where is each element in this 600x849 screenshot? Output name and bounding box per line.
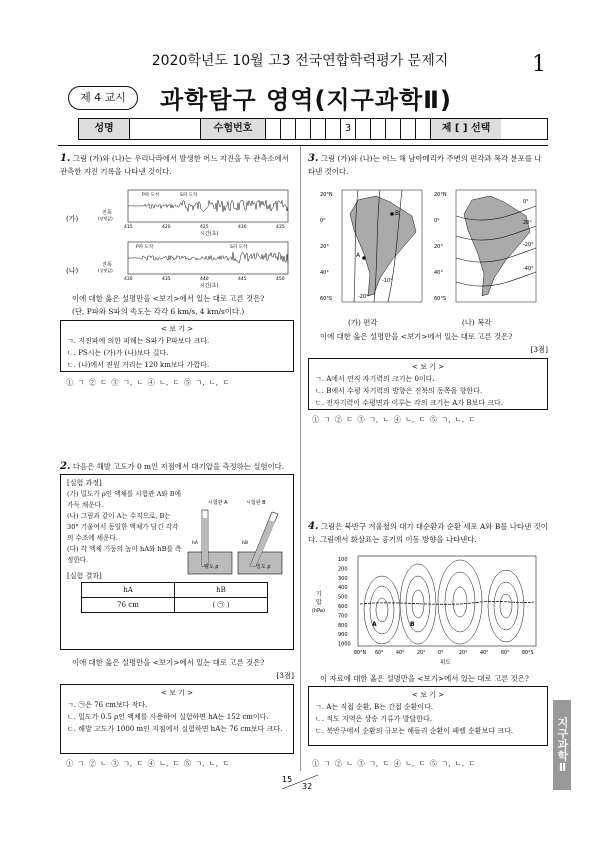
exam-no-box[interactable] <box>281 119 296 139</box>
student-id-bar <box>78 118 548 140</box>
q1-tick-label: 435 <box>276 225 285 230</box>
q1-prompt-text: 이에 대한 옳은 설명만을 <보기>에서 있는 대로 고른 것은? <box>72 294 265 303</box>
q3-lat-label: 20° <box>320 244 329 250</box>
q1-s-arrival-ga: S파 도착 <box>180 193 198 198</box>
q3-bogi-box <box>308 358 548 410</box>
q2-tube-diagram <box>180 494 290 584</box>
q4-bogi-title: < 보 기 > <box>412 691 444 699</box>
exam-title: 2020학년도 10월 고3 전국연합학력평가 문제지 <box>151 53 449 69</box>
q2-proc-title: [실험 과정] <box>67 479 102 487</box>
q3-stem <box>308 152 548 178</box>
q1-axis-y1b: 진폭 <box>102 262 112 268</box>
q4-xtick-label: 80°N <box>354 651 367 656</box>
exam-no-box[interactable] <box>356 119 371 139</box>
q3-prompt <box>320 330 548 356</box>
exam-no-box[interactable] <box>296 119 311 139</box>
q3-contour-label-b: -20° <box>523 242 534 248</box>
q3-lat-label: 20° <box>434 244 443 250</box>
choice-label: 제 [ ] 선택 <box>431 119 501 139</box>
q4-ylabel-unit: (hPa) <box>312 608 325 614</box>
q1-bogi-box <box>60 320 294 372</box>
q3-contour-label-a: -20° <box>358 294 369 300</box>
column-divider <box>300 146 301 771</box>
q3-bogi-item: ㄴ. B에서 수평 자기력의 방향은 진북의 동쪽을 향한다. <box>315 387 483 395</box>
q3-lat-labels-a <box>320 192 333 302</box>
q4-choices[interactable]: ① ㄱ ② ㄴ ③ ㄱ, ㄷ ④ ㄴ, ㄷ ⑤ ㄱ, ㄴ, ㄷ <box>312 759 476 768</box>
q2-stem <box>60 460 294 473</box>
exam-no-box[interactable] <box>386 119 401 139</box>
q2-density-a: 밀도 ρ <box>204 564 219 570</box>
q3-lat-label: 60°S <box>320 296 333 302</box>
q1-axis-x-na: 시간(초) <box>200 283 219 289</box>
q4-ytick-label: 600 <box>338 604 348 610</box>
q4-ytick-label: 300 <box>338 575 348 582</box>
q1-axis-y1: 진폭 <box>102 210 112 216</box>
page-footer-current: 15 <box>282 775 293 784</box>
q2-prompt-text: 이에 대한 옳은 설명만을 <보기>에서 있는 대로 고른 것은? <box>72 658 265 667</box>
q1-number: 1. <box>60 153 71 164</box>
q2-basin-a <box>188 552 232 574</box>
q1-ticks-na <box>124 276 285 282</box>
exam-no-box[interactable] <box>371 119 386 139</box>
exam-no-box[interactable] <box>311 119 326 139</box>
q3-lat-label: 40° <box>320 270 329 276</box>
q1-choices[interactable]: ① ㄱ ② ㄷ ③ ㄱ, ㄴ ④ ㄴ, ㄷ ⑤ ㄱ, ㄴ, ㄷ <box>66 378 230 387</box>
page-footer <box>280 773 320 789</box>
q1-trace-na <box>128 252 288 264</box>
q2-val-a: 76 cm <box>82 598 175 613</box>
q4-bogi-item: ㄷ. 북반구에서 순환의 규모는 해들리 순환이 페렐 순환보다 크다. <box>315 727 514 735</box>
q1-axis-y2b: (상댓값) <box>98 268 113 273</box>
exam-no-label: 수험번호 <box>201 119 266 139</box>
q2-choices[interactable]: ① ㄱ ② ㄴ ③ ㄱ, ㄷ ④ ㄴ, ㄷ ⑤ ㄱ, ㄴ, ㄷ <box>66 759 230 768</box>
q2-liquid-a <box>202 518 208 566</box>
q4-xtick-label: 80°S <box>522 651 534 656</box>
q4-bogi-item: ㄱ. A는 직접 순환, B는 간접 순환이다. <box>315 703 434 711</box>
q3-prompt-text: 이에 대한 옳은 설명만을 <보기>에서 있는 대로 고른 것은? <box>320 332 513 341</box>
page-number: 1 <box>532 52 546 77</box>
q3-bogi-item: ㄱ. A에서 연직 자기력의 크기는 0이다. <box>315 375 435 383</box>
q2-ha-label: hA <box>192 541 198 546</box>
q4-xtick-label: 60° <box>501 651 510 656</box>
q4-stem <box>308 520 548 546</box>
q4-bogi-item: ㄴ. 적도 지역은 상승 기류가 발달한다. <box>315 715 433 723</box>
q1-p-arrival-na: P파 도착 <box>136 245 154 250</box>
q2-col-a: hA <box>82 583 175 598</box>
q4-ytick-label: 100 <box>338 557 348 563</box>
q3-lat-label: 0° <box>320 218 326 224</box>
q4-xtick-label: 20° <box>417 651 426 656</box>
q4-ylabel: 기 <box>316 591 322 598</box>
q3-captions <box>340 316 540 329</box>
q1-stem <box>60 152 294 178</box>
name-label: 성명 <box>79 119 130 139</box>
q1-tick-label: 430 <box>124 277 133 282</box>
subject-title: 과학탐구 영역(지구과학Ⅱ) <box>160 86 452 114</box>
name-field[interactable] <box>130 119 201 139</box>
q4-xtick-label: 40° <box>480 651 489 656</box>
q3-lat-label: 60°S <box>434 296 447 302</box>
q3-maps <box>318 186 542 314</box>
exam-no-box[interactable] <box>266 119 281 139</box>
q4-xtick-label: 20° <box>459 651 468 656</box>
q2-text: 다음은 해발 고도가 0 m인 지점에서 대기압을 측정하는 실험이다. <box>72 462 285 471</box>
q4-ytick-label: 700 <box>338 613 348 620</box>
q2-bogi-item: ㄱ. ㉠은 76 cm보다 작다. <box>67 701 148 709</box>
q1-tick-label: 430 <box>238 225 247 230</box>
q3-bogi-title: < 보 기 > <box>412 363 444 371</box>
q4-bogi-box <box>308 686 548 746</box>
q1-tick-label: 415 <box>124 225 133 230</box>
q1-p-arrival-ga: P파 도착 <box>142 193 160 198</box>
q3-text: 그림 (가)와 (나)는 어느 해 남아메리카 주변의 편각과 복각 분포를 나타낸 것이다. <box>308 154 542 176</box>
q1-ticks-ga <box>124 224 285 230</box>
q3-number: 3. <box>308 153 319 164</box>
header-divider <box>58 145 548 146</box>
q1-tick-label: 445 <box>238 277 247 282</box>
q4-prompt: 이 자료에 대한 옳은 설명만을 <보기>에서 있는 대로 고른 것은? <box>320 674 529 683</box>
q3-point-b-dot <box>390 212 394 216</box>
q3-caption-b: (나) 복각 <box>461 318 492 327</box>
q4-ytick-label: 400 <box>338 585 348 592</box>
q1-bogi-item: ㄱ. 지진파에 의한 피해는 S파가 P파보다 크다. <box>67 337 210 345</box>
q4-ytick-label: 800 <box>338 622 348 629</box>
q4-xtick-label: 60° <box>375 651 384 656</box>
page-footer-total: 32 <box>302 782 313 789</box>
q3-point-a: A <box>356 252 361 259</box>
q1-trace-ga <box>128 200 288 212</box>
q3-contour-label-b: 0° <box>523 199 529 205</box>
q2-step: (나) 그림과 같이 A는 수직으로, B는 30° 기울여서 동일한 액체가 담긴 각각의 수조에 세운다. <box>67 512 179 542</box>
q3-point-a-dot <box>362 256 366 260</box>
q2-bogi-item: ㄷ. 해발 고도가 1000 m인 지점에서 실험하면 hA는 76 cm보다 크다. <box>67 725 283 733</box>
q2-result-table <box>81 582 268 613</box>
q3-lat-labels-b <box>434 192 447 302</box>
q4-cell-b: B <box>410 621 415 628</box>
q4-text: 그림은 북반구 겨울철의 대기 대순환과 순환 세포 A와 B를 나타낸 것이다. 그림에서 화살표는 공기의 이동 방향을 나타낸다. <box>308 522 548 544</box>
q3-bogi-item: ㄷ. 전자기력이 수평면과 이루는 각의 크기는 A가 B보다 크다. <box>315 399 503 407</box>
q2-bogi-item: ㄴ. 밀도가 0.5 ρ인 액체를 사용하여 실험하면 hA는 152 cm이다. <box>67 713 269 721</box>
q4-ylabel: 압 <box>316 599 322 606</box>
q1-bogi-item: ㄴ. PS시는 (가)가 (나)보다 길다. <box>67 349 169 357</box>
q4-ytick-label: 500 <box>338 594 348 601</box>
q2-points: [3점] <box>276 671 294 680</box>
q1-s-arrival-na: S파 도착 <box>230 245 248 250</box>
q3-caption-a: (가) 편각 <box>348 318 378 327</box>
q2-hb-label: hB <box>242 541 248 546</box>
q4-xticks <box>354 650 534 656</box>
q3-point-b: B <box>395 210 400 217</box>
q1-tick-label: 440 <box>200 277 209 282</box>
exam-no-box[interactable] <box>326 119 341 139</box>
q2-number: 2. <box>60 461 71 472</box>
q2-bogi-box <box>60 684 294 754</box>
q4-xlabel: 위도 <box>440 660 451 666</box>
q1-tick-label: 435 <box>162 277 171 282</box>
q3-contour-label-a: -10° <box>382 278 393 284</box>
q2-step: (가) 밀도가 ρ인 액체를 시험관 A와 B에 가득 채운다. <box>67 490 182 509</box>
q1-tick-label: 450 <box>276 277 285 282</box>
q2-density-b: 밀도 ρ <box>256 564 271 570</box>
q3-lat-label: 20°N <box>434 192 447 198</box>
q4-ytick-label: 1000 <box>338 641 351 648</box>
q1-text: 그림 (가)와 (나)는 우리나라에서 발생한 어느 지진을 두 관측소에서 관측한 지진 기록을 나타낸 것이다. <box>60 154 289 176</box>
q1-prompt-note: (단, P파와 S파의 속도는 각각 6 km/s, 4 km/s이다.) <box>72 307 245 316</box>
q4-xtick-label: 40° <box>396 651 405 656</box>
q1-bogi-item: ㄷ. (나)에서 진원 거리는 120 km보다 가깝다. <box>67 361 210 369</box>
q1-bogi-title: < 보 기 > <box>161 325 193 333</box>
q3-choices[interactable]: ① ㄱ ② ㄷ ③ ㄱ, ㄴ ④ ㄴ, ㄷ ⑤ ㄱ, ㄴ, ㄷ <box>312 415 476 424</box>
exam-no-digit: 3 <box>341 119 356 139</box>
q2-val-b: ( ㉠ ) <box>175 598 268 613</box>
q2-tube-b-label: 시험관 B <box>246 500 266 506</box>
q4-plot-frame <box>358 556 536 646</box>
q4-xtick-label: 0° <box>438 651 444 656</box>
q2-result-title: [실험 결과] <box>67 572 102 580</box>
subject-side-tab: 지구과학Ⅱ <box>553 700 571 790</box>
q4-ytick-label: 900 <box>338 632 348 639</box>
q4-number: 4. <box>308 521 319 532</box>
q3-points: [3점] <box>530 345 548 354</box>
q2-prompt <box>72 656 294 682</box>
q1-tick-label: 425 <box>200 225 209 230</box>
exam-no-box[interactable] <box>416 119 431 139</box>
q4-ytick-label: 200 <box>338 566 348 573</box>
q1-prompt <box>72 292 294 318</box>
q3-lat-label: 40° <box>434 270 443 276</box>
q3-contour-label-b: 20° <box>523 220 532 226</box>
q1-axis-x-ga: 시간(초) <box>200 231 219 237</box>
period-badge: 제 4 교시 <box>68 86 138 110</box>
q1-seismograms <box>60 186 294 290</box>
q1-tick-label: 420 <box>162 225 171 230</box>
q4-cell-a: A <box>372 621 377 628</box>
q2-col-b: hB <box>175 583 268 598</box>
q4-circulation-chart <box>310 552 548 668</box>
q1-axis-y2: (상댓값) <box>98 216 113 221</box>
q3-lat-label: 20°N <box>320 192 333 198</box>
exam-no-box[interactable] <box>401 119 416 139</box>
q1-label-ga: (가) <box>66 215 79 223</box>
q3-lat-label: 0° <box>434 218 440 224</box>
q3-contour-label-b: -40° <box>523 266 534 272</box>
q2-step: (다) 각 액체 기둥의 높이 hA와 hB를 측정한다. <box>67 545 182 564</box>
q4-yticks <box>338 557 351 648</box>
q2-tube-a-label: 시험관 A <box>208 500 228 506</box>
q2-bogi-title: < 보 기 > <box>161 689 193 697</box>
q1-label-na: (나) <box>66 267 79 275</box>
